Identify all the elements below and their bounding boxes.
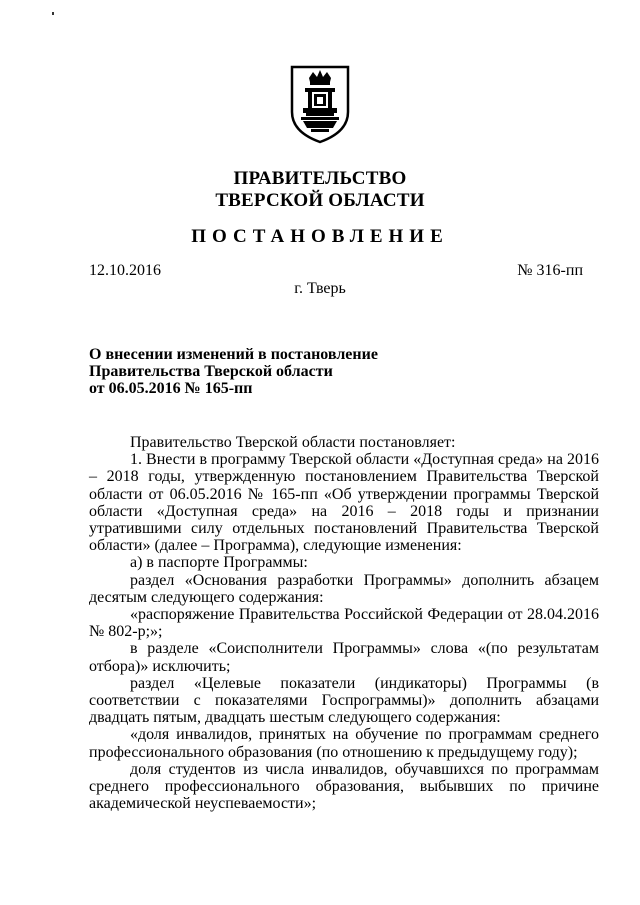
document-number: № 316-пп xyxy=(517,262,583,279)
document-date: 12.10.2016 xyxy=(89,262,161,279)
organization-title-line1: ПРАВИТЕЛЬСТВО xyxy=(233,168,407,189)
scan-mark xyxy=(52,12,54,15)
subject-line1: О внесении изменений в постановление xyxy=(89,346,378,363)
body-paragraph: 1. Внести в программу Тверской области «Доступная среда» на 2016 – 2018 годы, утвержденную постановлением Правительства Тверской области от 06.05.2016 № 165-пп «Об утверждении программы Тверской области «Доступная среда» на 2016 – 2018 годы и признании утратившими силу отдельных постановлений Правительства Тверской области» (далее – Программа), следующие изменения: xyxy=(89,451,599,555)
body-paragraph: а) в паспорте Программы: xyxy=(130,554,308,572)
body-paragraph: раздел «Целевые показатели (индикаторы) Программы (в соответствии с показателями Госпрограммы)» дополнить абзацами двадцать пятым, двадцать шестым следующего содержания: xyxy=(89,674,599,727)
coat-of-arms-icon xyxy=(289,64,351,144)
body-paragraph: «доля инвалидов, принятых на обучение по программам среднего профессионального образования (по отношению к предыдущему году); xyxy=(89,726,599,761)
body-paragraph: «распоряжение Правительства Российской Федерации от 28.04.2016 № 802-р;»; xyxy=(89,606,599,641)
document-subject xyxy=(89,346,409,397)
subject-line3: от 06.05.2016 № 165-пп xyxy=(89,380,253,397)
body-paragraph: раздел «Основания разработки Программы» дополнить абзацем десятым следующего содержания: xyxy=(89,571,599,606)
organization-title xyxy=(0,168,640,212)
body-paragraph: Правительство Тверской области постановляет: xyxy=(130,434,456,451)
document-body xyxy=(89,434,599,812)
document-city: г. Тверь xyxy=(294,280,346,297)
body-paragraph: в разделе «Соисполнители Программы» слова «(по результатам отбора)» исключить; xyxy=(89,640,599,675)
subject-line2: Правительства Тверской области xyxy=(89,363,333,380)
body-paragraph: доля студентов из числа инвалидов, обучавшихся по программам среднего профессионального образования, выбывших по причине академической неуспеваемости»; xyxy=(89,760,599,813)
document-type-title: ПОСТАНОВЛЕНИЕ xyxy=(191,226,449,247)
organization-title-line2: ТВЕРСКОЙ ОБЛАСТИ xyxy=(215,190,425,211)
